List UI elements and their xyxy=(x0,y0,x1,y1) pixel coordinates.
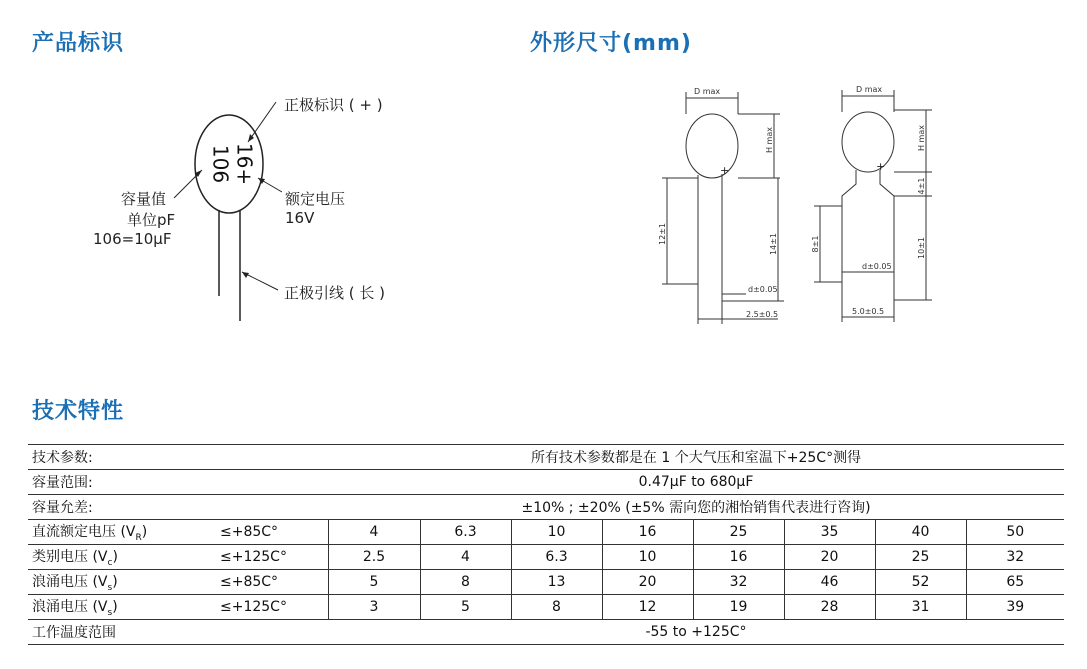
right-lead-short: 8±1 xyxy=(811,235,820,253)
table-cell: 52 xyxy=(875,570,966,595)
row-condition: ≤+85C° xyxy=(216,570,328,595)
capacitance-label-2: 单位pF xyxy=(127,211,176,229)
table-row xyxy=(28,570,1064,595)
table-cell: 25 xyxy=(875,545,966,570)
table-cell: 5 xyxy=(420,595,511,620)
table-cell: 20 xyxy=(602,570,693,595)
right-pitch: 5.0±0.5 xyxy=(852,307,885,316)
table-cell: 10 xyxy=(602,545,693,570)
row-condition: ≤+85C° xyxy=(216,520,328,545)
capacitance-code: 106 xyxy=(208,144,233,184)
row-label: 容量范围: xyxy=(28,470,328,495)
table-cell: 3 xyxy=(328,595,420,620)
table-cell: 12 xyxy=(602,595,693,620)
table-cell: 28 xyxy=(784,595,875,620)
table-cell: 25 xyxy=(693,520,784,545)
table-cell: 20 xyxy=(784,545,875,570)
specs-table xyxy=(28,444,1064,645)
table-cell: 50 xyxy=(966,520,1064,545)
table-row xyxy=(28,595,1064,620)
row-value: 0.47μF to 680μF xyxy=(328,470,1064,495)
row-label: 工作温度范围 xyxy=(28,620,328,645)
right-h-max: H max xyxy=(917,125,926,151)
table-cell: 46 xyxy=(784,570,875,595)
table-cell: 40 xyxy=(875,520,966,545)
row-label: 类别电压 $(V_c)$ xyxy=(28,545,216,570)
voltage-code: 16+ xyxy=(232,142,257,186)
capacitance-label-1: 容量值 xyxy=(121,190,167,208)
table-cell: 2.5 xyxy=(328,545,420,570)
dimensions-heading: 外形尺寸(mm) xyxy=(530,31,692,56)
table-cell: 6.3 xyxy=(511,545,602,570)
table-cell: 13 xyxy=(511,570,602,595)
polarity-pointer xyxy=(248,102,276,142)
table-cell: 19 xyxy=(693,595,784,620)
left-plus: + xyxy=(720,164,730,177)
right-d-max: D max xyxy=(856,85,883,94)
table-cell: 16 xyxy=(693,545,784,570)
row-label: 浪涌电压 $(V_s)$ xyxy=(28,595,216,620)
table-cell: 65 xyxy=(966,570,1064,595)
table-cell: 4 xyxy=(420,545,511,570)
left-h-max: H max xyxy=(765,127,774,153)
table-row xyxy=(28,470,1064,495)
kinked-lead-drawing xyxy=(814,90,932,322)
table-row xyxy=(28,445,1064,470)
left-d-lead: d±0.05 xyxy=(748,285,778,294)
table-cell: 31 xyxy=(875,595,966,620)
capacitance-label-3: 106=10μF xyxy=(93,230,172,248)
table-cell: 8 xyxy=(420,570,511,595)
table-cell: 4 xyxy=(328,520,420,545)
voltage-label-1: 额定电压 xyxy=(285,190,346,208)
row-label: 直流额定电压 $(V_R)$ xyxy=(28,520,216,545)
table-cell: 8 xyxy=(511,595,602,620)
row-value: 所有技术参数都是在 1 个大气压和室温下+25C°测得 xyxy=(328,445,1064,470)
table-cell: 16 xyxy=(602,520,693,545)
lead-label: 正极引线 ( 长 ) xyxy=(284,284,386,302)
right-kink: 4±1 xyxy=(917,177,926,195)
row-condition: ≤+125C° xyxy=(216,545,328,570)
table-cell: 10 xyxy=(511,520,602,545)
table-cell: 6.3 xyxy=(420,520,511,545)
table-row xyxy=(28,495,1064,520)
left-pitch: 2.5±0.5 xyxy=(746,310,779,319)
table-cell: 5 xyxy=(328,570,420,595)
left-d-max: D max xyxy=(694,87,721,96)
specs-heading: 技术特性 xyxy=(32,399,125,424)
left-lead-short: 12±1 xyxy=(658,223,667,245)
dimension-drawing xyxy=(650,76,950,336)
table-cell: 32 xyxy=(966,545,1064,570)
right-d-lead: d±0.05 xyxy=(862,262,892,271)
table-row xyxy=(28,545,1064,570)
row-label: 浪涌电压 $(V_s)$ xyxy=(28,570,216,595)
right-lead-long: 10±1 xyxy=(917,237,926,259)
row-label: 技术参数: xyxy=(28,445,328,470)
voltage-label-2: 16V xyxy=(285,209,315,227)
table-row xyxy=(28,620,1064,645)
row-label: 容量允差: xyxy=(28,495,328,520)
row-value: ±10% ; ±20% (±5% 需向您的湘怡销售代表进行咨询) xyxy=(328,495,1064,520)
right-plus: + xyxy=(876,160,886,173)
table-cell: 39 xyxy=(966,595,1064,620)
table-cell: 32 xyxy=(693,570,784,595)
polarity-label: 正极标识 ( + ) xyxy=(284,96,383,114)
left-lead-long: 14±1 xyxy=(769,233,778,255)
product-marking-heading: 产品标识 xyxy=(32,31,125,56)
table-row xyxy=(28,520,1064,545)
row-condition: ≤+125C° xyxy=(216,595,328,620)
row-value: -55 to +125C° xyxy=(328,620,1064,645)
table-cell: 35 xyxy=(784,520,875,545)
